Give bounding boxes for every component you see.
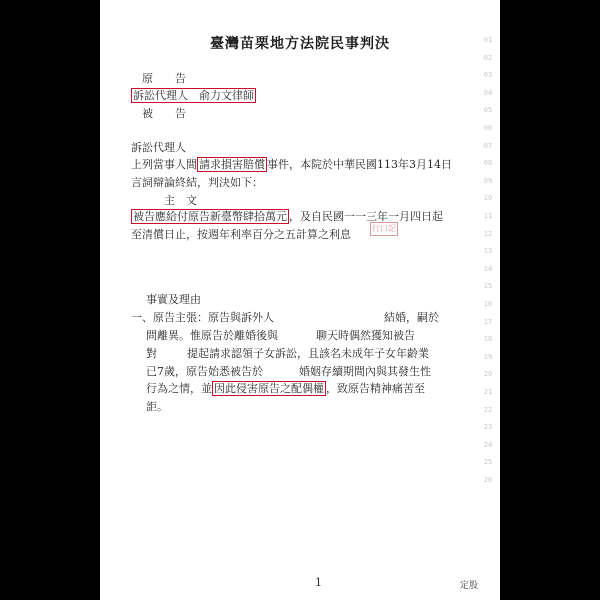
main-heading: 主 文 (164, 194, 197, 207)
case-line-1-pre: 上列當事人間 (131, 158, 197, 171)
case-line-2: 言詞辯論終結，判決如下： (131, 176, 263, 189)
document-title: 臺灣苗栗地方法院民事判決 (210, 36, 390, 52)
agent-name: 俞力文律師 (199, 89, 254, 102)
facts-line-5-post: ，致原告精神痛苦至 (326, 382, 425, 395)
line-number: 15 (483, 282, 493, 291)
facts-line-3 (146, 347, 429, 361)
line-number: 20 (483, 370, 493, 379)
court-stamp: 行口記 (370, 222, 398, 236)
facts-line-2a: 問離異。惟原告於離婚後與 (146, 329, 278, 342)
facts-line-3b: 提起請求認領子女訴訟，且該名未成年子女年齡業 (187, 347, 429, 360)
line-number: 06 (483, 124, 493, 132)
line-number: 02 (483, 53, 493, 62)
facts-line-4b: 婚姻存續期間內與其發生性 (299, 365, 431, 378)
facts-line-3a: 對 (146, 347, 157, 360)
main-line-1-post: ，及自民國一一三年一月四日起 (289, 210, 443, 223)
final-mark: 定股 (460, 581, 479, 591)
line-number: 04 (483, 88, 493, 97)
line-number: 21 (483, 388, 493, 396)
line-number: 14 (483, 264, 493, 273)
line-number: 09 (483, 176, 493, 185)
line-number: 01 (483, 36, 493, 44)
facts-line-2b: 聊天時偶然獲知被告 (316, 329, 415, 342)
case-type-highlight: 請求損害賠償 (199, 158, 265, 171)
facts-heading: 事實及理由 (146, 293, 201, 306)
spousal-right-highlight: 因此侵害原告之配偶權 (214, 382, 324, 395)
facts-line-6: 詎。 (146, 400, 168, 413)
facts-line-1b: 結婚，嗣於 (384, 311, 439, 324)
line-number: 19 (483, 352, 493, 361)
line-number: 18 (483, 335, 493, 344)
line-number: 22 (483, 405, 493, 414)
line-number: 08 (483, 159, 493, 168)
main-line-2: 至清償日止，按週年利率百分之五計算之利息 (131, 228, 351, 241)
facts-line-4 (146, 365, 431, 379)
award-highlight: 被告應給付原告新臺幣肆拾萬元 (133, 210, 287, 223)
facts-line-5 (146, 382, 425, 396)
agent-row (131, 89, 256, 103)
page-number: 1 (315, 576, 322, 589)
line-number: 12 (483, 229, 493, 238)
line-number: 26 (483, 476, 493, 484)
facts-line-5-pre: 行為之情，並 (146, 382, 212, 395)
case-line-1 (131, 158, 452, 172)
facts-line-2 (146, 329, 415, 343)
agent-highlight (131, 88, 256, 103)
line-number: 23 (483, 423, 493, 432)
facts-line-1a: 一、原告主張：原告與訴外人 (131, 311, 274, 324)
agent-label-2: 訴訟代理人 (131, 141, 186, 154)
agent-label: 訴訟代理人 (133, 89, 188, 102)
line-number: 07 (483, 141, 493, 150)
document-page (100, 0, 500, 600)
line-number: 13 (483, 247, 493, 256)
line-number: 17 (483, 317, 493, 326)
case-line-1-post: 事件，本院於中華民國113年3月14日 (267, 158, 452, 171)
plaintiff-label: 原 告 (142, 72, 186, 85)
line-number: 16 (483, 300, 493, 308)
facts-line-4a: 已7歲，原告始悉被告於 (146, 365, 263, 378)
line-number: 10 (483, 194, 493, 203)
line-number: 03 (483, 71, 493, 80)
facts-line-1 (131, 311, 439, 325)
line-number: 25 (483, 458, 493, 467)
line-number: 05 (483, 106, 493, 115)
line-number: 24 (483, 440, 493, 449)
defendant-label: 被 告 (142, 107, 186, 120)
line-number: 11 (483, 212, 493, 220)
